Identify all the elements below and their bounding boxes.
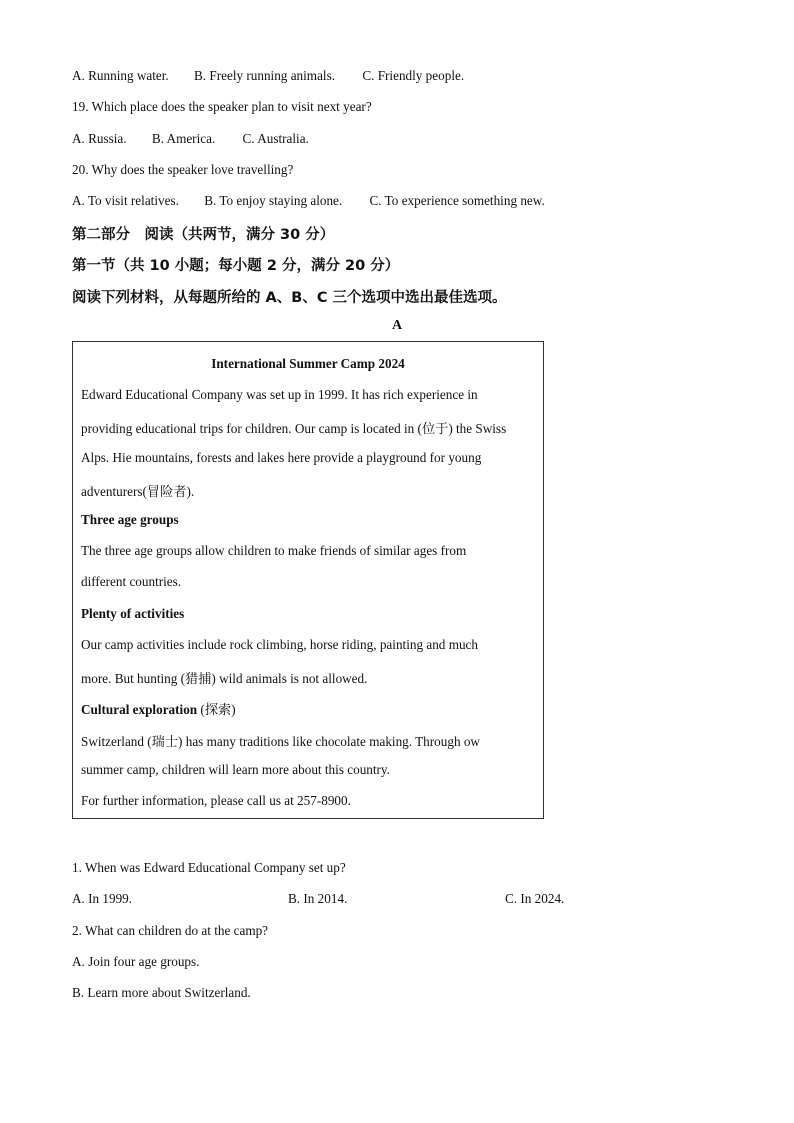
q2-option-b: B. Learn more about Switzerland.	[72, 985, 251, 1000]
contact-line: For further information, please call us at 257-8900.	[81, 793, 351, 808]
reading-instruction: 阅读下列材料，从每题所给的 A、B、C 三个选项中选出最佳选项。	[72, 290, 507, 306]
q1-option-b: B. In 2014.	[288, 891, 348, 906]
subheading-age-groups: Three age groups	[81, 512, 179, 527]
passage-title: International Summer Camp 2024	[211, 356, 405, 371]
activities-line: more. But hunting (猎捕) wild animals is not allowed.	[81, 671, 368, 686]
q20-stem: 20. Why does the speaker love travelling?	[72, 162, 294, 177]
q1-option-a: A. In 1999.	[72, 891, 133, 906]
q20-option-c: C. To experience something new.	[369, 193, 545, 208]
subheading-cultural-note: (探索)	[197, 702, 236, 717]
q18-options	[72, 68, 464, 84]
q19-option-c: C. Australia.	[242, 131, 309, 146]
q18-option-c: C. Friendly people.	[362, 68, 465, 83]
cultural-line: summer camp, children will learn more about this country.	[81, 762, 390, 777]
q18-option-a: A. Running water.	[72, 68, 169, 83]
q20-options	[72, 193, 545, 209]
q1-stem: 1. When was Edward Educational Company set up?	[72, 860, 346, 875]
q20-option-a: A. To visit relatives.	[72, 193, 179, 208]
cultural-line: Switzerland (瑞士) has many traditions like chocolate making. Through ow	[81, 734, 480, 749]
intro-line: adventurers(冒险者).	[81, 484, 195, 499]
intro-line: providing educational trips for children. Our camp is located in (位于) the Swiss	[81, 421, 507, 436]
q1-option-c: C. In 2024.	[505, 891, 565, 906]
intro-line: Alps. Hie mountains, forests and lakes here provide a playground for young	[81, 450, 482, 465]
intro-line: Edward Educational Company was set up in 1999. It has rich experience in	[81, 387, 478, 402]
passage-box	[72, 341, 544, 819]
q18-option-b: B. Freely running animals.	[194, 68, 336, 83]
q19-option-a: A. Russia.	[72, 131, 127, 146]
age-groups-line: The three age groups allow children to make friends of similar ages from	[81, 543, 467, 558]
activities-line: Our camp activities include rock climbing, horse riding, painting and much	[81, 637, 478, 652]
age-groups-line: different countries.	[81, 574, 182, 589]
q19-stem: 19. Which place does the speaker plan to visit next year?	[72, 99, 372, 114]
section1-heading: 第一节（共 10 小题；每小题 2 分，满分 20 分）	[72, 258, 400, 274]
q19-option-b: B. America.	[151, 131, 216, 146]
q19-options	[72, 131, 309, 147]
subheading-activities: Plenty of activities	[81, 606, 185, 621]
part2-heading: 第二部分 阅读（共两节，满分 30 分）	[72, 227, 335, 243]
q20-option-b: B. To enjoy staying alone.	[204, 193, 343, 208]
q2-option-a: A. Join four age groups.	[72, 954, 200, 969]
q2-stem: 2. What can children do at the camp?	[72, 923, 269, 938]
subheading-cultural-text: Cultural exploration	[81, 702, 198, 717]
subheading-cultural	[81, 699, 236, 718]
passage-letter: A	[391, 318, 403, 333]
